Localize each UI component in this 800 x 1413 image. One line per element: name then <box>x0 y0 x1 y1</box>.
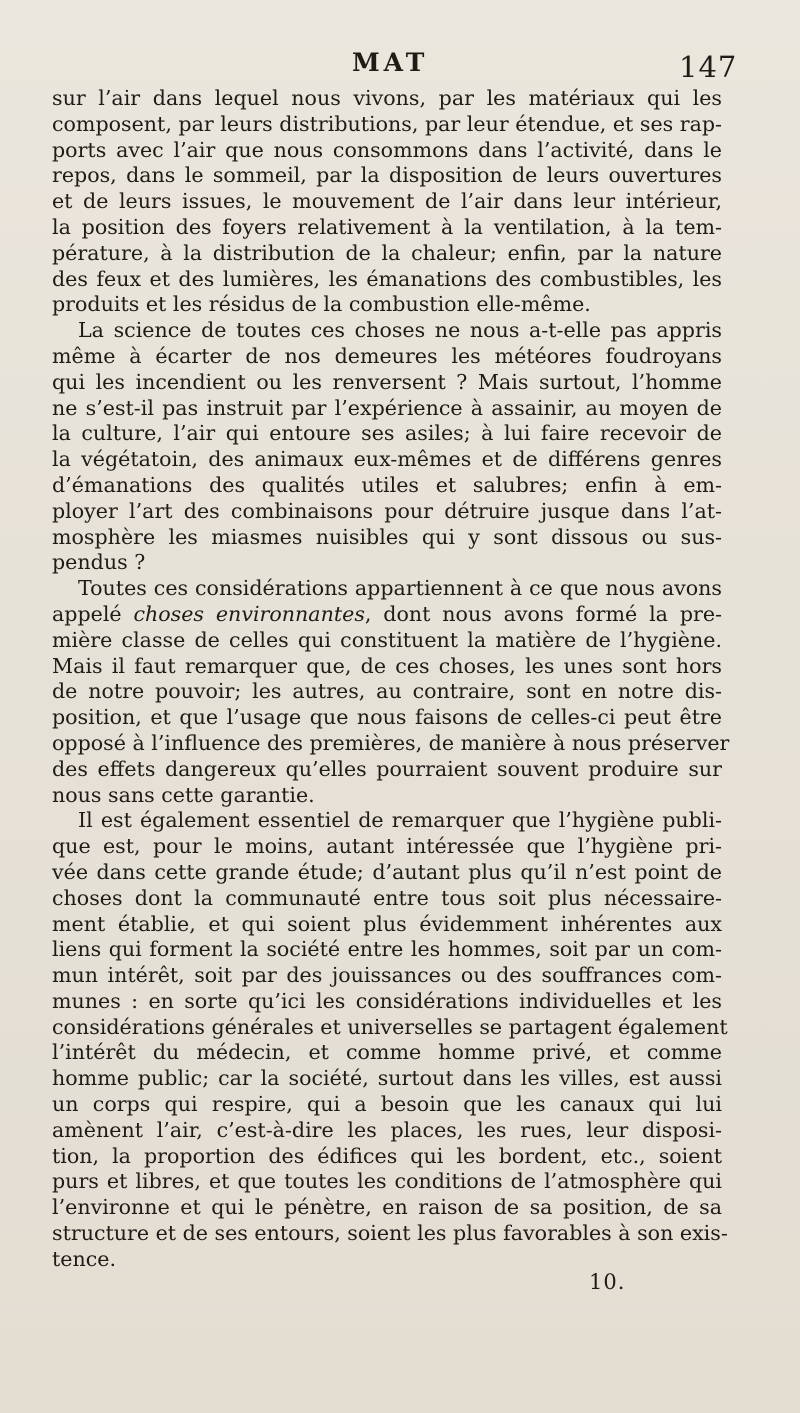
paragraph-3 <box>52 576 730 808</box>
italic-term: choses environnantes <box>133 601 365 626</box>
text-line: purs et libres, et que toutes les conditions de l’atmosphère qui <box>52 1169 722 1194</box>
text-line: tence. <box>52 1246 116 1271</box>
signature-mark: 10. <box>589 1270 626 1294</box>
text-line: la culture, l’air qui entoure ses asiles; à lui faire recevoir de <box>52 421 722 446</box>
text-line: la position des foyers relativement à la ventilation, à la tem- <box>52 214 722 239</box>
text-line: ports avec l’air que nous consommons dans l’activité, dans le <box>52 137 722 162</box>
text-line: choses dont la communauté entre tous soit plus nécessaire- <box>52 885 722 910</box>
text-run: , dont nous avons formé la pre- <box>364 601 722 626</box>
page-number: 147 <box>679 50 738 84</box>
text-line: l’environne et qui le pénètre, en raison de sa position, de sa <box>52 1195 722 1220</box>
text-line: pendus ? <box>52 550 146 575</box>
text-line: repos, dans le sommeil, par la disposition de leurs ouvertures <box>52 163 722 188</box>
text-line: position, et que l’usage que nous faisons de celles-ci peut être <box>52 705 722 730</box>
text-line: sur l’air dans lequel nous vivons, par les matériaux qui les <box>52 86 722 110</box>
text-line: mosphère les miasmes nuisibles qui y sont dissous ou sus- <box>52 524 722 549</box>
text-line: mun intérêt, soit par des jouissances ou des souffrances com- <box>52 963 722 988</box>
text-line: Mais il faut remarquer que, de ces choses, les unes sont hors <box>52 653 722 678</box>
text-line: ne s’est-il pas instruit par l’expérience à assainir, au moyen de <box>52 395 722 420</box>
text-line: La science de toutes ces choses ne nous a-t-elle pas appris <box>78 318 722 343</box>
text-line: nous sans cette garantie. <box>52 782 315 807</box>
paragraph-2 <box>52 318 722 576</box>
paragraph-4 <box>52 808 728 1272</box>
text-line: l’intérêt du médecin, et comme homme privé, et comme <box>52 1040 722 1065</box>
text-line: ment établie, et qui soient plus évidemment inhérentes aux <box>52 911 722 936</box>
text-line: mière classe de celles qui constituent la matière de l’hygiène. <box>52 627 722 652</box>
text-line: tion, la proportion des édifices qui les bordent, etc., soient <box>52 1143 722 1168</box>
text-line: structure et de ses entours, soient les plus favorables à son exis- <box>52 1221 728 1246</box>
text-line <box>52 602 722 628</box>
text-line: composent, par leurs distributions, par leur étendue, et ses rap- <box>52 111 723 136</box>
text-line: ployer l’art des combinaisons pour détruire jusque dans l’at- <box>52 498 722 523</box>
text-line: même à écarter de nos demeures les météores foudroyans <box>52 343 722 368</box>
text-line: Il est également essentiel de remarquer que l’hygiène publi- <box>78 808 722 833</box>
text-line: un corps qui respire, qui a besoin que les canaux qui lui <box>52 1092 722 1117</box>
body-text <box>52 86 730 1273</box>
text-line: amènent l’air, c’est-à-dire les places, les rues, leur disposi- <box>52 1117 722 1142</box>
text-line: pérature, à la distribution de la chaleur; enfin, par la nature <box>52 240 722 265</box>
text-line: des effets dangereux qu’elles pourraient souvent produire sur <box>52 756 722 781</box>
text-line: homme public; car la société, surtout dans les villes, est aussi <box>52 1066 722 1091</box>
text-line: liens qui forment la société entre les hommes, soit par un com- <box>52 937 722 962</box>
text-line: que est, pour le moins, autant intéressée que l’hygiène pri- <box>52 834 722 859</box>
text-line: opposé à l’influence des premières, de manière à nous préserver <box>52 730 730 755</box>
text-line: considérations générales et universelles se partagent également <box>52 1014 728 1039</box>
text-line: de notre pouvoir; les autres, au contraire, sont en notre dis- <box>52 679 722 704</box>
text-line: Toutes ces considérations appartiennent à ce que nous avons <box>78 576 722 601</box>
text-line: et de leurs issues, le mouvement de l’air dans leur intérieur, <box>52 189 722 214</box>
text-line: vée dans cette grande étude; d’autant plus qu’il n’est point de <box>52 859 722 884</box>
text-line: produits et les résidus de la combustion elle-même. <box>52 292 591 317</box>
text-run: appelé <box>52 601 134 626</box>
paragraph-1 <box>52 86 722 318</box>
text-line: qui les incendient ou les renversent ? Mais surtout, l’homme <box>52 369 722 394</box>
text-line: munes : en sorte qu’ici les considérations individuelles et les <box>52 988 722 1013</box>
running-head <box>0 48 800 88</box>
text-line: des feux et des lumières, les émanations des combustibles, les <box>52 266 722 291</box>
text-line: la végétatoin, des animaux eux-mêmes et de différens genres <box>52 447 722 472</box>
running-title: MAT <box>352 48 429 77</box>
text-line: d’émanations des qualités utiles et salubres; enfin à em- <box>52 472 722 497</box>
